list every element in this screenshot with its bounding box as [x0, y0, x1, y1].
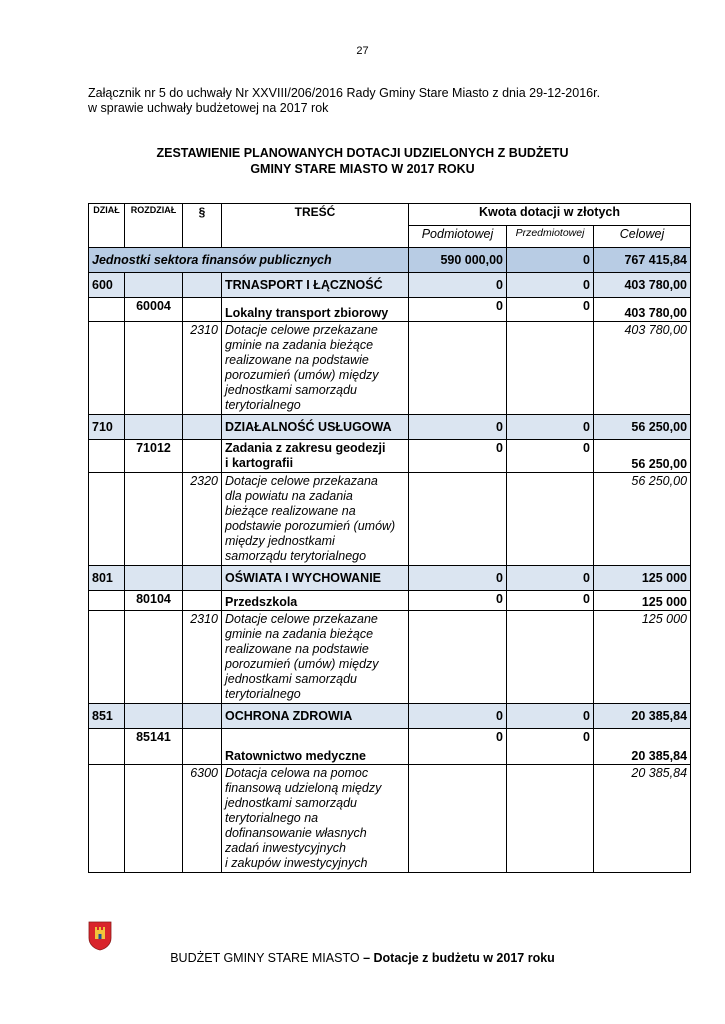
rozdzial-code: 60004: [125, 298, 183, 322]
paragraf-line: porozumień (umów) między: [225, 368, 379, 382]
summary-row: [89, 248, 691, 273]
paragraf-line: dofinansowanie własnych: [225, 826, 367, 840]
dzial-przedmiotowej: 0: [507, 273, 594, 298]
paragraf-line: podstawie porozumień (umów): [225, 519, 396, 533]
dzial-name: TRNASPORT I ŁĄCZNOŚĆ: [222, 273, 409, 298]
paragraf-line: Dotacje celowe przekazane: [225, 612, 378, 626]
header-celowej: Celowej: [594, 226, 691, 248]
rozdzial-celowej: 403 780,00: [594, 298, 691, 322]
paragraf-row: [89, 765, 691, 873]
summary-celowej: 767 415,84: [594, 248, 691, 273]
dzial-code: 600: [89, 273, 125, 298]
document-title-line-2: GMINY STARE MIASTO W 2017 ROKU: [250, 162, 475, 176]
footer: [0, 951, 725, 965]
dzial-podmiotowej: 0: [409, 566, 507, 591]
paragraf-line: porozumień (umów) między: [225, 657, 379, 671]
dzial-podmiotowej: 0: [409, 704, 507, 729]
summary-podmiotowej: 590 000,00: [409, 248, 507, 273]
rozdzial-przedmiotowej: 0: [507, 729, 594, 765]
rozdzial-celowej: 20 385,84: [594, 729, 691, 765]
dzial-podmiotowej: 0: [409, 415, 507, 440]
paragraf-line: samorządu terytorialnego: [225, 549, 367, 563]
paragraf-line: bieżące realizowane na: [225, 504, 356, 518]
paragraf-celowej: 56 250,00: [594, 473, 691, 566]
footer-bold: – Dotacje z budżetu w 2017 roku: [363, 951, 555, 965]
paragraf-line: terytorialnego: [225, 687, 301, 701]
paragraf-celowej: 403 780,00: [594, 322, 691, 415]
coat-of-arms-icon: [88, 921, 112, 951]
section-row: [89, 704, 691, 729]
header-przedmiotowej: Przedmiotowej: [507, 226, 594, 248]
intro-line-1: Załącznik nr 5 do uchwały Nr XXVIII/206/2016 Rady Gminy Stare Miasto z dnia 29-12-2016r.: [88, 86, 601, 100]
rozdzial-name: Lokalny transport zbiorowy: [222, 298, 409, 322]
paragraf-line: dla powiatu na zadania: [225, 489, 353, 503]
paragraf-text: [222, 322, 409, 415]
rozdzial-podmiotowej: 0: [409, 440, 507, 473]
paragraf-line: i zakupów inwestycyjnych: [225, 856, 368, 870]
paragraf-line: finansową udzieloną między: [225, 781, 382, 795]
dzial-przedmiotowej: 0: [507, 566, 594, 591]
dzial-code: 801: [89, 566, 125, 591]
paragraf-line: terytorialnego: [225, 398, 301, 412]
section-row: [89, 415, 691, 440]
header-dzial: DZIAŁ: [89, 204, 125, 248]
rozdzial-celowej: 125 000: [594, 591, 691, 611]
header-podmiotowej: Podmiotowej: [409, 226, 507, 248]
rozdzial-podmiotowej: 0: [409, 729, 507, 765]
paragraf-line: gminie na zadania bieżące: [225, 627, 374, 641]
rozdzial-przedmiotowej: 0: [507, 298, 594, 322]
rozdzial-name-line: i kartografii: [225, 456, 294, 470]
paragraf-line: terytorialnego na: [225, 811, 319, 825]
paragraf-row: [89, 473, 691, 566]
paragraf-line: między jednostkami: [225, 534, 335, 548]
footer-normal: BUDŻET GMINY STARE MIASTO: [170, 951, 360, 965]
dzial-name: DZIAŁALNOŚĆ USŁUGOWA: [222, 415, 409, 440]
paragraf-celowej: 20 385,84: [594, 765, 691, 873]
rozdzial-code: 80104: [125, 591, 183, 611]
paragraf-line: jednostkami samorządu: [225, 383, 358, 397]
rozdzial-name-line: Zadania z zakresu geodezji: [225, 441, 386, 455]
paragraf-line: Dotacje celowe przekazane: [225, 323, 378, 337]
rozdzial-row: [89, 298, 691, 322]
paragraf-code: 2310: [183, 322, 222, 415]
paragraf-line: jednostkami samorządu: [225, 672, 358, 686]
rozdzial-podmiotowej: 0: [409, 591, 507, 611]
dzial-celowej: 403 780,00: [594, 273, 691, 298]
dzial-celowej: 125 000: [594, 566, 691, 591]
rozdzial-row: [89, 440, 691, 473]
rozdzial-podmiotowej: 0: [409, 298, 507, 322]
rozdzial-celowej: 56 250,00: [594, 440, 691, 473]
paragraf-row: [89, 322, 691, 415]
paragraf-text: [222, 611, 409, 704]
page-number: 27: [356, 45, 369, 57]
dzial-przedmiotowej: 0: [507, 415, 594, 440]
dzial-celowej: 20 385,84: [594, 704, 691, 729]
section-row: [89, 273, 691, 298]
paragraf-line: realizowane na podstawie: [225, 353, 369, 367]
rozdzial-code: 71012: [125, 440, 183, 473]
dotacje-table: [88, 203, 691, 873]
paragraf-code: 2310: [183, 611, 222, 704]
dzial-code: 710: [89, 415, 125, 440]
paragraf-code: 2320: [183, 473, 222, 566]
paragraf-line: realizowane na podstawie: [225, 642, 369, 656]
paragraf-line: zadań inwestycyjnych: [225, 841, 346, 855]
rozdzial-row: [89, 591, 691, 611]
paragraf-row: [89, 611, 691, 704]
paragraf-line: gminie na zadania bieżące: [225, 338, 374, 352]
dzial-code: 851: [89, 704, 125, 729]
paragraf-text: [222, 765, 409, 873]
summary-label: Jednostki sektora finansów publicznych: [89, 248, 409, 273]
header-tresc: TREŚĆ: [222, 204, 409, 248]
document-title-line-1: ZESTAWIENIE PLANOWANYCH DOTACJI UDZIELONYCH Z BUDŻETU: [156, 146, 569, 160]
rozdzial-row: [89, 729, 691, 765]
header-kwota: Kwota dotacji w złotych: [409, 204, 691, 226]
intro: [88, 86, 600, 116]
header-paragraf: §: [183, 204, 222, 248]
rozdzial-name: Przedszkola: [222, 591, 409, 611]
rozdzial-name: Ratownictwo medyczne: [222, 729, 409, 765]
header-rozdzial: ROZDZIAŁ: [125, 204, 183, 248]
paragraf-text: [222, 473, 409, 566]
rozdzial-code: 85141: [125, 729, 183, 765]
dzial-name: OCHRONA ZDROWIA: [222, 704, 409, 729]
rozdzial-przedmiotowej: 0: [507, 591, 594, 611]
dzial-podmiotowej: 0: [409, 273, 507, 298]
dzial-celowej: 56 250,00: [594, 415, 691, 440]
paragraf-line: Dotacja celowa na pomoc: [225, 766, 369, 780]
rozdzial-name: [222, 440, 409, 473]
dzial-przedmiotowej: 0: [507, 704, 594, 729]
dzial-name: OŚWIATA I WYCHOWANIE: [222, 566, 409, 591]
paragraf-code: 6300: [183, 765, 222, 873]
summary-przedmiotowej: 0: [507, 248, 594, 273]
section-row: [89, 566, 691, 591]
paragraf-line: Dotacje celowe przekazana: [225, 474, 378, 488]
intro-line-2: w sprawie uchwały budżetowej na 2017 rok: [88, 101, 329, 115]
rozdzial-przedmiotowej: 0: [507, 440, 594, 473]
paragraf-celowej: 125 000: [594, 611, 691, 704]
paragraf-line: jednostkami samorządu: [225, 796, 358, 810]
